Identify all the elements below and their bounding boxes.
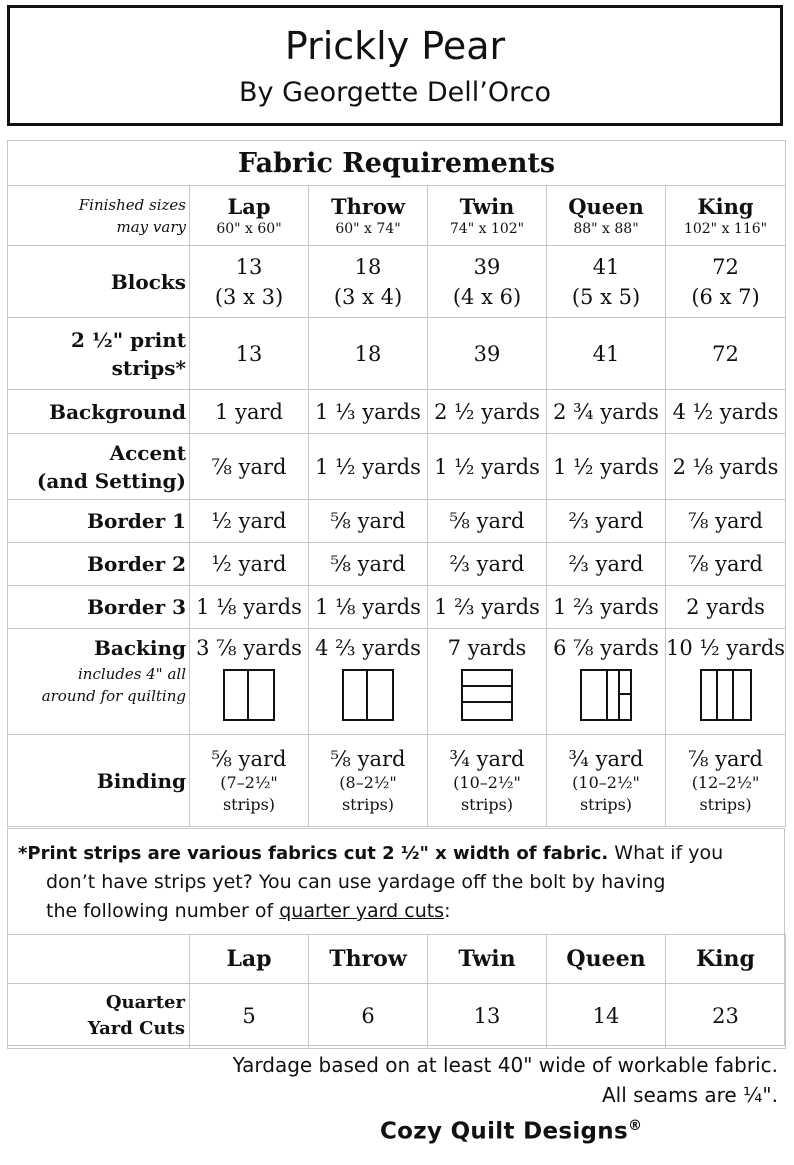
accent-cell: 1 ½ yards [428, 434, 547, 500]
quarter-row-label: Quarter Yard Cuts [8, 984, 190, 1049]
row-label-print-strips: 2 ½" print strips* [8, 318, 190, 390]
note-line-2: don’t have strips yet? You can use yardage off the bolt by having [46, 871, 666, 893]
binding-cell: ¾ yard (10–2½" strips) [428, 735, 547, 827]
backing-diagram-three-panels [700, 669, 752, 721]
row-label-border-3: Border 3 [8, 586, 190, 629]
quarter-cell: 14 [547, 984, 666, 1049]
blocks-cell: 41 (5 x 5) [547, 246, 666, 318]
backing-cell [190, 629, 309, 735]
background-cell: 2 ¾ yards [547, 390, 666, 434]
accent-cell: ⅞ yard [190, 434, 309, 500]
pattern-title: Prickly Pear [284, 24, 506, 68]
quarter-size-header: Throw [309, 935, 428, 984]
row-label-background: Background [8, 390, 190, 434]
binding-cell: ⅝ yard (7–2½" strips) [190, 735, 309, 827]
border2-cell: ⅝ yard [309, 543, 428, 586]
border1-cell: ⅝ yard [428, 500, 547, 543]
border3-cell: 1 ⅔ yards [428, 586, 547, 629]
blocks-cell: 18 (3 x 4) [309, 246, 428, 318]
table-caption: Fabric Requirements [8, 141, 786, 186]
background-cell: 1 ⅓ yards [309, 390, 428, 434]
strips-cell: 72 [666, 318, 786, 390]
border2-cell: ⅔ yard [428, 543, 547, 586]
strips-cell: 39 [428, 318, 547, 390]
row-label-backing: Backing includes 4" all around for quilting [8, 629, 190, 735]
quarter-size-header: Queen [547, 935, 666, 984]
binding-cell: ⅝ yard (8–2½" strips) [309, 735, 428, 827]
background-cell: 2 ½ yards [428, 390, 547, 434]
print-strip-note [18, 839, 778, 926]
border1-cell: ⅞ yard [666, 500, 786, 543]
background-cell: 1 yard [190, 390, 309, 434]
strips-cell: 13 [190, 318, 309, 390]
backing-cell [428, 629, 547, 735]
backing-yardage: 6 ⅞ yards [553, 636, 659, 660]
backing-cell [666, 629, 786, 735]
background-cell: 4 ½ yards [666, 390, 786, 434]
blocks-cell: 72 (6 x 7) [666, 246, 786, 318]
backing-cell [309, 629, 428, 735]
sizes-note: Finished sizes may vary [8, 186, 190, 246]
backing-yardage: 10 ½ yards [666, 636, 786, 660]
quarter-cell: 23 [666, 984, 786, 1049]
brand-logo: Cozy Quilt Designs® [380, 1118, 643, 1145]
border3-cell: 2 yards [666, 586, 786, 629]
row-label-binding: Binding [8, 735, 190, 827]
row-label-accent: Accent (and Setting) [8, 434, 190, 500]
border3-cell: 1 ⅔ yards [547, 586, 666, 629]
border3-cell: 1 ⅛ yards [309, 586, 428, 629]
note-line-3: the following number of quarter yard cuts: [46, 900, 451, 922]
size-header: King 102" x 116" [666, 186, 786, 246]
accent-cell: 1 ½ yards [547, 434, 666, 500]
backing-cell [547, 629, 666, 735]
backing-diagram-two-panels [342, 669, 394, 721]
quarter-cell: 6 [309, 984, 428, 1049]
border2-cell: ½ yard [190, 543, 309, 586]
blocks-cell: 13 (3 x 3) [190, 246, 309, 318]
backing-yardage: 3 ⅞ yards [196, 636, 302, 660]
quarter-cell: 5 [190, 984, 309, 1049]
row-label-border-2: Border 2 [8, 543, 190, 586]
size-header: Throw 60" x 74" [309, 186, 428, 246]
border1-cell: ⅝ yard [309, 500, 428, 543]
backing-diagram-two-panels [223, 669, 275, 721]
title-box [7, 5, 783, 126]
strips-cell: 18 [309, 318, 428, 390]
quarter-yard-cuts-table [7, 934, 786, 1049]
pattern-author: By Georgette Dell’Orco [239, 77, 551, 108]
border3-cell: 1 ⅛ yards [190, 586, 309, 629]
strips-cell: 41 [547, 318, 666, 390]
size-header: Twin 74" x 102" [428, 186, 547, 246]
size-header: Lap 60" x 60" [190, 186, 309, 246]
yardage-note: Yardage based on at least 40" wide of workable fabric. [232, 1053, 778, 1077]
seams-note: All seams are ¼". [601, 1083, 778, 1107]
backing-diagram-horizontal-panels [461, 669, 513, 721]
quarter-size-header: Twin [428, 935, 547, 984]
backing-yardage: 7 yards [447, 636, 527, 660]
border1-cell: ⅔ yard [547, 500, 666, 543]
accent-cell: 1 ½ yards [309, 434, 428, 500]
binding-cell: ⅞ yard (12–2½" strips) [666, 735, 786, 827]
size-header: Queen 88" x 88" [547, 186, 666, 246]
row-label-blocks: Blocks [8, 246, 190, 318]
quarter-size-header: King [666, 935, 786, 984]
backing-yardage: 4 ⅔ yards [315, 636, 421, 660]
border2-cell: ⅞ yard [666, 543, 786, 586]
border2-cell: ⅔ yard [547, 543, 666, 586]
note-bold-text: *Print strips are various fabrics cut 2 ½" x width of fabric. [18, 843, 609, 864]
row-label-border-1: Border 1 [8, 500, 190, 543]
binding-cell: ¾ yard (10–2½" strips) [547, 735, 666, 827]
quarter-cell: 13 [428, 984, 547, 1049]
quarter-table-corner [8, 935, 190, 984]
quarter-size-header: Lap [190, 935, 309, 984]
accent-cell: 2 ⅛ yards [666, 434, 786, 500]
backing-diagram-pieced-panels [580, 669, 632, 721]
fabric-requirements-table [7, 140, 786, 827]
blocks-cell: 39 (4 x 6) [428, 246, 547, 318]
note-text: What if you [608, 842, 724, 864]
border1-cell: ½ yard [190, 500, 309, 543]
